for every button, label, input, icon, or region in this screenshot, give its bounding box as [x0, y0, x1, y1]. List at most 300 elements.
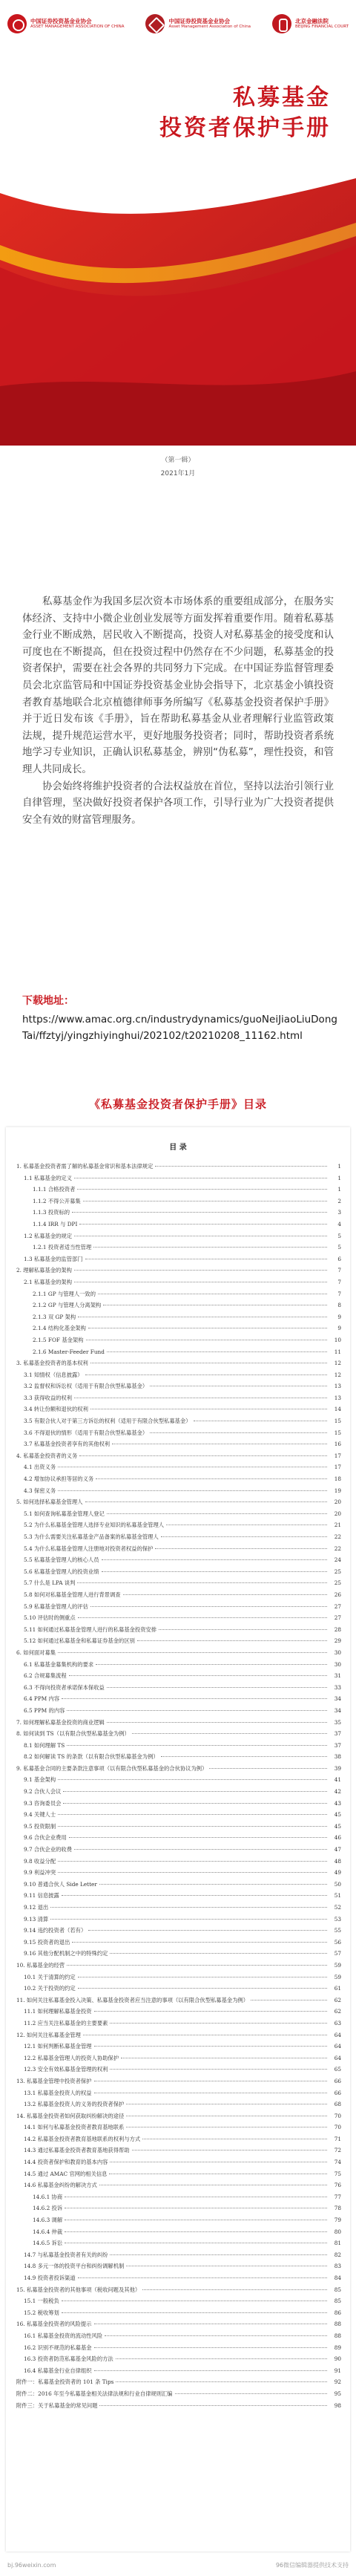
- footer-credit: 96微信编辑器提供技术支持: [275, 2562, 349, 2569]
- download-link[interactable]: https://www.amac.org.cn/industrydynamics/guoNeiJiaoLiuDongTai/ffztyj/yingzhiyinghui/202102/t20210208_11162.html: [22, 1014, 337, 1042]
- toc-entry: [16, 1579, 341, 1591]
- toc-entry: [16, 2182, 341, 2194]
- toc-leader-dots: [251, 2000, 327, 2001]
- logo-csrc: [7, 14, 125, 33]
- toc-entry-text: 4.3 保密义务: [24, 1487, 56, 1494]
- toc-entry-page: 95: [334, 2390, 341, 2397]
- toc-entry: [16, 1395, 341, 1406]
- toc-leader-dots: [99, 2405, 327, 2406]
- toc-entry-text: 11. 如何关注私募基金投入决策、私募基金投资者应当注意的事项（以有限合伙型私募基金为例）: [16, 1996, 249, 2003]
- toc-entry: [16, 1730, 341, 1742]
- toc-entry-page: 29: [334, 1637, 341, 1645]
- toc-entry-text: 2. 理解私募基金的架构: [16, 1267, 72, 1274]
- toc-entry-page: 83: [334, 2263, 341, 2270]
- toc-entry-text: 9.11 信息披露: [24, 1892, 59, 1900]
- toc-entry-text: 8.1 如何理解 TS: [24, 1741, 65, 1749]
- toc-entry-page: 98: [334, 2401, 341, 2409]
- toc-leader-dots: [88, 1930, 327, 1931]
- toc-entry-text: 5.3 为什么需要关注私募基金产品备案的私募基金管理人: [24, 1533, 159, 1540]
- toc-entry: [16, 1256, 341, 1268]
- toc-entry: [16, 1175, 341, 1187]
- toc-entry: [16, 2332, 341, 2344]
- toc-entry: [16, 1939, 341, 1951]
- toc-entry-page: 34: [334, 1706, 341, 1714]
- toc-entry-page: 61: [334, 1985, 341, 1992]
- toc-entry: [16, 2136, 341, 2148]
- toc-entry-page: 89: [334, 2344, 341, 2351]
- toc-entry-page: 16: [334, 1441, 341, 1448]
- toc-entry: [16, 1487, 341, 1499]
- toc-entry-text: 1.1.1 合格投资者: [33, 1186, 76, 1193]
- toc-entry-page: 30: [334, 1649, 341, 1656]
- toc-entry: [16, 1244, 341, 1256]
- toc-entry: [16, 2194, 341, 2205]
- toc-entry: [16, 1672, 341, 1684]
- toc-entry: [16, 1314, 341, 1326]
- footer: [0, 2554, 356, 2576]
- toc-entry-page: 5: [337, 1232, 341, 1239]
- toc-entry-text: 5.11 如何通过私募基金管理人进行的私募基金投资安排: [24, 1626, 157, 1633]
- toc-entry: [16, 1719, 341, 1731]
- toc-entry-text: 9.4 关键人士: [24, 1811, 56, 1819]
- toc-entry-text: 10.2 关于投资的约定: [24, 1985, 76, 1992]
- toc-entry-text: 7. 如何理解私募基金投资的商业逻辑: [16, 1718, 105, 1726]
- toc-entry-text: 14.6.1 协商: [33, 2193, 63, 2200]
- toc-entry: [16, 1858, 341, 1870]
- toc-entry-page: 85: [334, 2298, 341, 2305]
- toc-entry: [16, 1997, 341, 2009]
- toc-entry-text: 16.4 私募基金行业自律组织: [24, 2367, 92, 2374]
- toc-entry: [16, 1950, 341, 1962]
- toc-entry: [16, 1846, 341, 1858]
- toc-entry: [16, 2309, 341, 2321]
- toc-entry-page: 8: [337, 1302, 341, 1309]
- toc-entry-page: 11: [334, 1348, 341, 1355]
- toc-entry-page: 25: [334, 1579, 341, 1587]
- toc-entry: [16, 1233, 341, 1245]
- cover-section: [0, 0, 356, 579]
- cover-title: [159, 83, 331, 143]
- toc-leader-dots: [58, 1490, 327, 1491]
- toc-entry-text: 6.3 不得向投资者承诺保本保收益: [24, 1683, 105, 1691]
- toc-entry-text: 12.1 如何判断私募基金管理: [24, 2043, 92, 2050]
- court-emblem-icon: [272, 14, 291, 33]
- toc-entry: [16, 1916, 341, 1928]
- toc-leader-dots: [102, 1559, 328, 1560]
- toc-leader-dots: [142, 2289, 327, 2290]
- toc-entry-text: 8. 如何读到 TS（以有限合伙型私募基金为例）: [16, 1730, 130, 1738]
- toc-entry-text: 11.1 如何理解私募基金投资: [24, 2008, 92, 2015]
- toc-entry-text: 10. 私募基金的经营: [16, 1961, 65, 1969]
- toc-entry-text: 1.1.4 IRR 与 DPI: [33, 1220, 78, 1227]
- toc-entry-page: 4: [337, 1220, 341, 1227]
- toc-entry: [16, 2043, 341, 2055]
- toc-entry: [16, 1788, 341, 1800]
- toc-entry-page: 39: [334, 1764, 341, 1772]
- toc-entry-page: 35: [334, 1718, 341, 1726]
- logo-court: [272, 14, 349, 33]
- toc-entry-page: 22: [334, 1545, 341, 1552]
- toc-entry-page: 1: [337, 1186, 341, 1193]
- preface: [22, 594, 334, 829]
- toc-entry-page: 57: [334, 1950, 341, 1957]
- toc-entry: [16, 2008, 341, 2020]
- toc-entry-page: 34: [334, 1695, 341, 1703]
- toc-leader-dots: [62, 2312, 327, 2313]
- toc-entry-page: 7: [337, 1267, 341, 1274]
- toc-entry: [16, 1834, 341, 1846]
- toc-entry: [16, 2090, 341, 2101]
- toc-entry-text: 1.1.2 不得公开募集: [33, 1197, 81, 1204]
- toc-entry-text: 2.1.3 双 GP 架构: [33, 1313, 76, 1320]
- toc-leader-dots: [155, 1548, 327, 1549]
- toc-entry: [16, 1776, 341, 1788]
- toc-entry-text: 9.15 投资者的退出: [24, 1938, 70, 1946]
- toc-entry: [16, 2321, 341, 2332]
- toc-entry-text: 14.1 如何与私募基金投资者教育基地联系: [24, 2124, 125, 2131]
- toc-entry-page: 49: [334, 1869, 341, 1876]
- toc-leader-dots: [137, 1640, 327, 1641]
- toc-entry: [16, 1418, 341, 1429]
- logo-csrc-name: 中国证券投资基金业协会: [30, 17, 92, 25]
- toc-entry-page: 85: [334, 2286, 341, 2293]
- toc-entry-page: 26: [334, 1591, 341, 1598]
- toc-entry: [16, 1765, 341, 1777]
- toc-entry-text: 6.5 PPM 的内容: [24, 1706, 65, 1714]
- toc-leader-dots: [150, 1432, 327, 1433]
- toc-entry-page: 72: [334, 2147, 341, 2154]
- toc-entry-page: 80: [334, 2228, 341, 2235]
- toc-entry-page: 7: [337, 1278, 341, 1285]
- toc-entry-page: 82: [334, 2251, 341, 2258]
- toc-leader-dots: [69, 1837, 327, 1838]
- cover-logos: [7, 9, 349, 39]
- toc-entry-page: 46: [334, 1834, 341, 1842]
- toc-entry-text: 5.5 私募基金管理人的核心人员: [24, 1556, 99, 1564]
- toc-entry-text: 14.5 通过 AMAC 官网的相关信息: [24, 2170, 108, 2177]
- toc-leader-dots: [65, 2231, 327, 2232]
- toc-entry: [16, 1279, 341, 1291]
- toc-leader-dots: [58, 1779, 327, 1780]
- toc-entry: [16, 1383, 341, 1395]
- toc-entry-page: 64: [334, 2043, 341, 2050]
- toc-entry-page: 12: [334, 1371, 341, 1378]
- toc-leader-dots: [123, 1594, 327, 1595]
- toc-entry-text: 4.1 出资义务: [24, 1464, 56, 1471]
- toc-entry-page: 30: [334, 1660, 341, 1668]
- toc-entry-text: 3.4 转让份额和退伙的权利: [24, 1406, 88, 1413]
- toc-entry-text: 5.9 私募基金管理人的评估: [24, 1602, 88, 1610]
- cover-date: 2021年1月: [160, 470, 196, 477]
- toc-entry: [16, 1209, 341, 1221]
- toc-entry: [16, 1476, 341, 1487]
- toc-entry-page: 6: [337, 1255, 341, 1262]
- toc-leader-dots: [72, 1942, 327, 1943]
- toc-entry: [16, 2298, 341, 2309]
- toc-page-image: [6, 1127, 350, 2551]
- toc-leader-dots: [58, 1826, 327, 1827]
- toc-entry-page: 81: [334, 2240, 341, 2247]
- toc-entry-text: 14.6.4 仲裁: [33, 2228, 63, 2235]
- toc-leader-dots: [67, 1745, 327, 1746]
- toc-entry-page: 88: [334, 2321, 341, 2328]
- toc-entry: [16, 1753, 341, 1765]
- toc-leader-dots: [159, 1629, 327, 1630]
- toc-entry: [16, 2055, 341, 2067]
- toc-entry-page: 53: [334, 1915, 341, 1923]
- toc-entry-page: 50: [334, 1880, 341, 1888]
- toc-entry-page: 68: [334, 2101, 341, 2108]
- toc-leader-dots: [67, 1965, 327, 1966]
- toc-entry-page: 1: [337, 1174, 341, 1181]
- toc-entry-page: 84: [334, 2275, 341, 2281]
- toc-entry: [16, 2066, 341, 2078]
- toc-entry-text: 9.2 合伙人会议: [24, 1788, 62, 1796]
- toc-leader-dots: [90, 1606, 327, 1607]
- toc-entry-text: 5.10 评估时的侧重点: [24, 1614, 76, 1622]
- toc-leader-dots: [79, 1455, 327, 1456]
- toc-entry-text: 9.16 其他分配机制之中的特殊约定: [24, 1950, 108, 1957]
- toc-entry: [16, 1904, 341, 1916]
- toc-entry: [16, 1603, 341, 1615]
- toc-leader-dots: [74, 1849, 327, 1850]
- toc-entry-page: 43: [334, 1799, 341, 1807]
- toc-entry-page: 37: [334, 1741, 341, 1749]
- toc-entry: [16, 1360, 341, 1372]
- toc-entry-text: 14.6 私募基金纠纷的解决方式: [24, 2182, 97, 2189]
- toc-entry-text: 9.12 退出: [24, 1904, 49, 1911]
- toc-entry: [16, 1163, 341, 1175]
- toc-entry-text: 15.2 税收筹划: [24, 2309, 59, 2316]
- toc-entry: [16, 2286, 341, 2298]
- toc-entry-text: 1.2 私募基金的规定: [24, 1232, 73, 1239]
- toc-entry: [16, 1962, 341, 1974]
- toc-leader-dots: [96, 1478, 327, 1479]
- toc-entry-page: 27: [334, 1602, 341, 1610]
- toc-leader-dots: [85, 1501, 327, 1502]
- toc-entry-text: 1.1 私募基金的定义: [24, 1174, 73, 1181]
- toc-entry-text: 3.3 获得收益的权利: [24, 1394, 73, 1401]
- toc-entry: [16, 1267, 341, 1279]
- toc-entry-page: 47: [334, 1846, 341, 1853]
- toc-entry-page: 71: [334, 2135, 341, 2142]
- toc-entry: [16, 1533, 341, 1545]
- logo-amac-english: Asset Management Association of China: [168, 25, 251, 30]
- toc-entry-page: 62: [334, 2008, 341, 2015]
- toc-entry: [16, 1337, 341, 1349]
- toc-leader-dots: [132, 1733, 327, 1734]
- toc-entry-page: 22: [334, 1533, 341, 1540]
- toc-entry: [16, 1695, 341, 1707]
- toc-entry-page: 48: [334, 1857, 341, 1865]
- toc-entry-page: 88: [334, 2332, 341, 2339]
- toc-entry: [16, 1649, 341, 1661]
- toc-entry: [16, 1198, 341, 1210]
- toc-entry: [16, 1974, 341, 1986]
- toc-entry: [16, 2251, 341, 2263]
- toc-leader-dots: [77, 1189, 327, 1190]
- toc-entry-page: 56: [334, 1938, 341, 1946]
- toc-leader-dots: [58, 1652, 327, 1653]
- toc-leader-dots: [78, 1617, 327, 1618]
- toc-leader-dots: [62, 1895, 327, 1896]
- toc-leader-dots: [69, 1675, 327, 1676]
- toc-entry-text: 9.5 投资限制: [24, 1822, 56, 1830]
- toc-entry-page: 21: [334, 1522, 341, 1529]
- toc-entry: [16, 1661, 341, 1673]
- toc-entry-text: 16.2 识别不规范的私募基金: [24, 2344, 92, 2351]
- toc-entry: [16, 1626, 341, 1638]
- toc-leader-dots: [107, 1513, 327, 1514]
- toc-entry-text: 1.3 私募基金的监管部门: [24, 1255, 83, 1262]
- preface-paragraph-2: 协会始终将维护投资者的合法权益放在首位，坚持以法治引领行业自律管理，坚决做好投资者保护各项工作，引导行业为广大投资者提供安全有效的财富管理服务。: [22, 780, 334, 826]
- toc-entry-page: 27: [334, 1614, 341, 1622]
- toc-entry-page: 15: [334, 1429, 341, 1436]
- toc-entry-page: 63: [334, 2019, 341, 2026]
- toc-entry: [16, 2020, 341, 2032]
- toc-entry-text: 13. 私募基金管理中投资者保护: [16, 2077, 92, 2084]
- toc-entry-page: 52: [334, 1904, 341, 1911]
- toc-entry-text: 9.1 基金架构: [24, 1776, 56, 1784]
- toc-entry-page: 77: [334, 2193, 341, 2200]
- toc-leader-dots: [96, 1664, 327, 1665]
- logo-amac-name: 中国证券投资基金业协会: [168, 17, 230, 25]
- logo-court-name: 北京金融法院: [294, 17, 329, 25]
- toc-leader-dots: [107, 1351, 327, 1352]
- toc-entry: [16, 2159, 341, 2171]
- cover-title-line2: 投资者保护手册: [159, 114, 331, 141]
- toc-entry-text: 3.2 监督权和诉讼权（适用于有限合伙型私募基金）: [24, 1383, 148, 1390]
- toc-leader-dots: [67, 1710, 327, 1711]
- cover-edition: （第一辑）: [161, 457, 195, 464]
- toc-entry-text: 12. 如何关注私募基金管理: [16, 2031, 81, 2038]
- toc-entry-text: 6. 如何面对募集: [16, 1649, 56, 1656]
- preface-paragraph-1: 私募基金作为我国多层次资本市场体系的重要组成部分，在服务实体经济、支持中小微企业创业发展等方面发挥着重要作用。随着私募基金行业不断成熟，居民收入不断提高，投资人对私募基金的接受度和认可度也在不断提高，但在投资过程中仍然存在不少问题，私募基金的投资者保护，需要在社会各界的共同努力下完成。在中国证券监督管理委员会北京监管局和中国证券投资基金业协会指导下，北京基金小镇投资者教育基地联合北京植德律师事务所编写《私募基金投资者保护手册》并于近日发布该《手册》，旨在帮助私募基金从业者理解行业监管政策法规，提升规范运营水平，更好地服务投资者；同时，帮助投资者系统地学习专业知识，正确认识私募基金，辨别“伪私募”，理性投资，和管理人共同成长。: [22, 596, 334, 775]
- toc-leader-dots: [50, 1919, 327, 1920]
- toc-entry-text: 14.3 通过私募基金投资者教育基地获得帮助: [24, 2147, 130, 2154]
- toc-entry-text: 14.9 投资者投诉渠道: [24, 2275, 76, 2281]
- toc-entry-text: 5.12 如何通过私募基金和私募证券基金的区别: [24, 1637, 135, 1645]
- toc-entry-page: 14: [334, 1406, 341, 1413]
- toc-entry-text: 11.2 应当关注私募基金的主要要素: [24, 2019, 108, 2026]
- toc-entry-text: 14.6.5 诉讼: [33, 2240, 63, 2247]
- toc-entry-page: 20: [334, 1499, 341, 1506]
- toc-entry: [16, 1349, 341, 1360]
- toc-leader-dots: [110, 2254, 327, 2255]
- toc-leader-dots: [58, 1861, 327, 1862]
- toc-entry-page: 15: [334, 1418, 341, 1425]
- toc-entry-text: 13.2 私募基金投资人的义务的投资者保护: [24, 2101, 125, 2108]
- toc-entry: [16, 2390, 341, 2402]
- toc-entry-text: 3.5 有限合伙人对于第三方诉讼的权利（适用于有限合伙型私募基金）: [24, 1418, 191, 1425]
- toc-leader-dots: [161, 1756, 327, 1757]
- toc-entry-page: 9: [337, 1325, 341, 1332]
- toc-leader-dots: [110, 2023, 327, 2024]
- toc-entry: [16, 1568, 341, 1580]
- toc-entry: [16, 1406, 341, 1418]
- toc-leader-dots: [209, 1768, 327, 1769]
- toc-entry: [16, 1510, 341, 1522]
- toc-entry-page: 9: [337, 1313, 341, 1320]
- toc-entry-page: 76: [334, 2182, 341, 2189]
- toc-entry-text: 1.1.3 投资标的: [33, 1209, 70, 1216]
- toc-entry-page: 5: [337, 1244, 341, 1251]
- toc-entry-page: 25: [334, 1568, 341, 1575]
- toc-entry-text: 6.2 合规募集流程: [24, 1672, 67, 1680]
- toc-entry: [16, 1522, 341, 1533]
- toc-entry-text: 2.1.5 FOF 基金架构: [33, 1336, 84, 1343]
- download-label: 下载地址：: [22, 995, 74, 1007]
- toc-entry: [16, 2205, 341, 2217]
- toc-entry-text: 9.7 合伙企业的收费: [24, 1846, 73, 1853]
- toc-leader-dots: [62, 1698, 327, 1699]
- toc-leader-dots: [77, 1582, 327, 1583]
- toc-entry: [16, 1221, 341, 1233]
- toc-entry-page: 66: [334, 2077, 341, 2084]
- toc-entry-page: 37: [334, 1730, 341, 1738]
- toc-entry-text: 3. 私募基金投资者的基本权利: [16, 1360, 88, 1367]
- logo-court-english: BEIJING FINANCIAL COURT: [294, 25, 349, 30]
- toc-entry-text: 5.6 私募基金管理人的投资业绩: [24, 1568, 99, 1575]
- toc-entry: [16, 2171, 341, 2182]
- toc-entry: [16, 1325, 341, 1337]
- toc-entry-page: 86: [334, 2309, 341, 2316]
- toc-entry-page: 59: [334, 1961, 341, 1969]
- toc-entry-page: 62: [334, 1996, 341, 2003]
- toc-entry-page: 42: [334, 1788, 341, 1796]
- toc-entry: [16, 2378, 341, 2390]
- toc-entry-text: 9.10 普通合伙人 Side Letter: [24, 1880, 97, 1888]
- toc-leader-dots: [94, 2347, 327, 2348]
- toc-entry: [16, 2344, 341, 2356]
- toc-entry-text: 14.4 投资者保护和教育的基本内容: [24, 2159, 108, 2166]
- toc-entry: [16, 2101, 341, 2113]
- toc-entry-page: 28: [334, 1626, 341, 1633]
- toc-entry-text: 9. 私募基金合同的主要条款注意事项（以有限合伙型私募基金的合伙协议为例）: [16, 1764, 208, 1772]
- toc-entry-page: 59: [334, 1973, 341, 1980]
- toc-leader-dots: [50, 1907, 327, 1908]
- toc-entry: [16, 1591, 341, 1603]
- toc-entry: [16, 1372, 341, 1383]
- toc-entry: [16, 2367, 341, 2379]
- toc-entry-page: 45: [334, 1822, 341, 1830]
- toc-entry-page: 13: [334, 1383, 341, 1390]
- toc-entry-text: 16.1 私募基金投资的流动性风险: [24, 2332, 103, 2339]
- toc-entry-page: 92: [334, 2378, 341, 2386]
- download-section: [22, 994, 341, 1044]
- toc-leader-dots: [94, 2370, 327, 2371]
- toc-entry-page: 17: [334, 1452, 341, 1459]
- toc-entry-text: 8.2 如何解读 TS 的条款（以有限合伙型私募基金为例）: [24, 1753, 159, 1761]
- toc-entry-text: 5.2 为什么私募基金管理人选择专业知识的私募基金管理人: [24, 1522, 165, 1529]
- toc-leader-dots: [72, 1212, 327, 1213]
- toc-leader-dots: [78, 2277, 327, 2278]
- toc-entry-text: 4. 私募基金投资者的义务: [16, 1452, 78, 1459]
- toc-leader-dots: [58, 1814, 327, 1815]
- toc-entry: [16, 1429, 341, 1441]
- toc-entry: [16, 1823, 341, 1835]
- toc-leader-dots: [102, 1571, 328, 1572]
- toc-entry-page: 33: [334, 1683, 341, 1691]
- toc-leader-dots: [105, 2335, 327, 2336]
- toc-entry-text: 5. 如何选择私募基金管理人: [16, 1499, 83, 1506]
- toc-entry: [16, 1892, 341, 1904]
- toc-entry-text: 9.13 清算: [24, 1915, 49, 1923]
- toc-entry-text: 10.1 关于清算的约定: [24, 1973, 76, 1980]
- toc-leader-dots: [99, 1884, 327, 1885]
- toc-entry: [16, 1800, 341, 1812]
- toc-leader-dots: [63, 1803, 327, 1804]
